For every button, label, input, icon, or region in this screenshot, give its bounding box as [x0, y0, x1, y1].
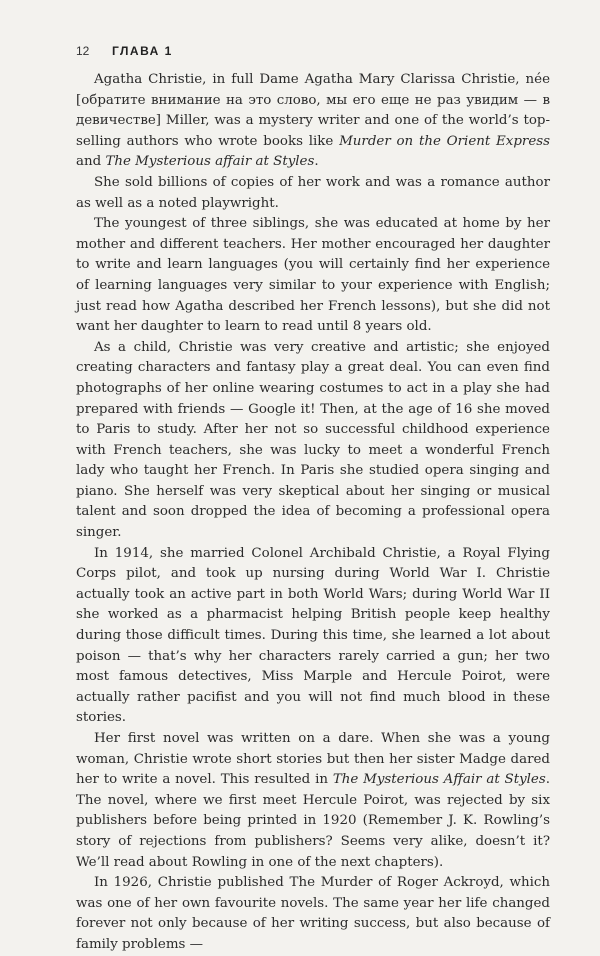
chapter-label: ГЛАВА 1 — [112, 44, 173, 58]
text-segment: She sold billions of copies of her work and was a romance author as well as a noted playwright. — [76, 174, 550, 211]
page-number: 12 — [76, 44, 90, 58]
text-segment: In 1914, she married Colonel Archibald Christie, a Royal Flying Corps pilot, and took up nursing during World War I. Christie actually took an active part in both World Wars; during World War II she worked as a pharmacist helping British people keep healthy during those difficult times. During this time, she learned a lot about poison — that’s why her characters rarely carried a gun; her two most famous detectives, Miss Marple and Hercule Poirot, were actually rather pacifist and you will not find much blood in these stories. — [76, 545, 550, 726]
text-segment: Agatha Christie, in full Dame Agatha Mary Clarissa Christie, née [обратите внимание на это слово, мы его еще не раз увидим — в девичестве] Miller, was a mystery writer and one of the world’s top-selling authors who wrote books like — [76, 72, 550, 149]
paragraph — [76, 729, 550, 873]
text-segment: . The novel, where we first meet Hercule Poirot, was rejected by six publishers before being printed in 1920 (Remember J. K. Rowling’s story of rejections from publishers? Seems very alike, doesn’t it? We’ll read about Rowling in one of the next chapters). — [76, 772, 550, 870]
book-title-italic: Murder on the Orient Express — [339, 133, 550, 149]
body-text — [76, 70, 550, 956]
paragraph — [76, 70, 550, 173]
book-title-italic: The Mysterious Affair at Styles — [332, 772, 546, 788]
text-segment: and — [76, 154, 106, 170]
text-segment: Her first novel was written on a dare. When she was a young woman, Christie wrote short stories but then her sister Madge dared her to write a novel. This resulted in — [76, 731, 550, 788]
paragraph — [76, 173, 550, 214]
paragraph — [76, 338, 550, 544]
text-segment: The youngest of three siblings, she was educated at home by her mother and different teachers. Her mother encouraged her daughter to write and learn languages (you will certainly find her experience of learning languages very similar to your experience with English; just read how Agatha described her French lessons), but she did not want her daughter to learn to read until 8 years old. — [76, 216, 550, 335]
text-segment: In 1926, Christie published The Murder of Roger Ackroyd, which was one of her own favourite novels. The same year her life changed forever not only because of her writing success, but also because of family problems — — [76, 875, 550, 952]
text-segment: As a child, Christie was very creative and artistic; she enjoyed creating characters and fantasy play a great deal. You can even find photographs of her online wearing costumes to act in a play she had prepared with friends — Google it! Then, at the age of 16 she moved to Paris to study. After her not so successful childhood experience with French teachers, she was lucky to meet a wonderful French lady who taught her French. In Paris she studied opera singing and piano. She herself was very skeptical about her singing or musical talent and soon dropped the idea of becoming a professional opera singer. — [76, 339, 550, 541]
paragraph — [76, 214, 550, 338]
text-segment: . — [314, 154, 319, 170]
paragraph — [76, 544, 550, 729]
paragraph — [76, 873, 550, 955]
book-title-italic: The Mysterious affair at Styles — [105, 154, 315, 170]
running-head — [76, 44, 550, 58]
